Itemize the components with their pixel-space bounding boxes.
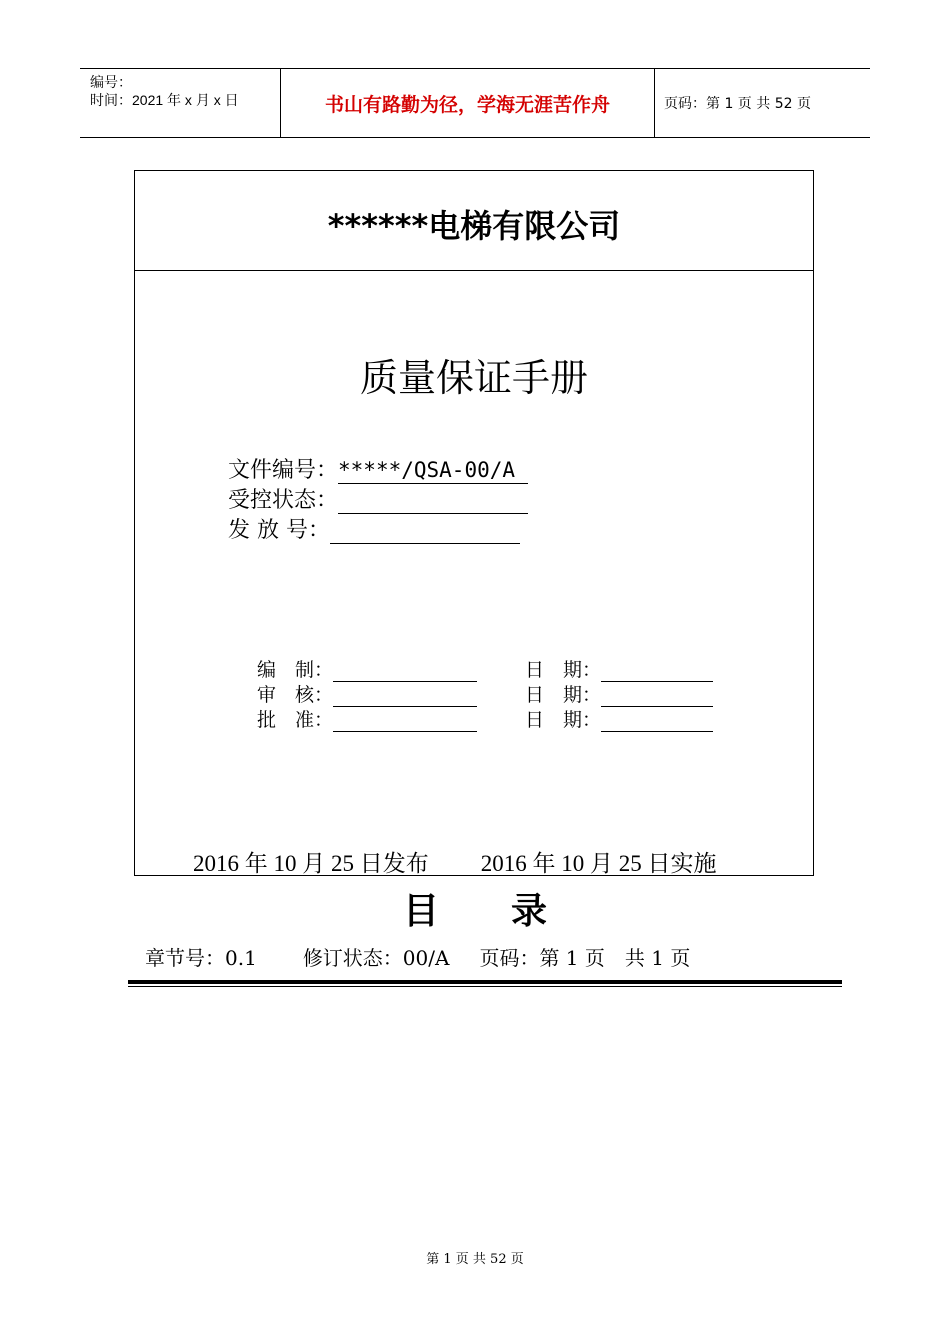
release-date: 2016 年 10 月 25 日发布 bbox=[193, 851, 429, 876]
release-dates bbox=[193, 845, 717, 878]
field-value bbox=[338, 487, 528, 514]
toc-meta bbox=[145, 942, 690, 971]
signoff-review bbox=[257, 680, 477, 707]
signoff-label: 审 核： bbox=[257, 684, 334, 706]
field-label: 受控状态： bbox=[228, 488, 339, 513]
signoff-compile-date bbox=[525, 655, 713, 682]
chapter-number: 章节号：0.1 bbox=[145, 946, 257, 970]
revision-status: 修订状态：00/A bbox=[302, 946, 450, 970]
signoff-approve bbox=[257, 705, 477, 732]
date-line bbox=[601, 711, 713, 732]
signoff-label: 编 制： bbox=[257, 659, 334, 681]
field-issue-number bbox=[228, 513, 520, 544]
signoff-label: 批 准： bbox=[257, 709, 334, 731]
field-value: *****/QSA-00/A bbox=[338, 457, 528, 484]
company-name: ******电梯有限公司 bbox=[327, 207, 621, 245]
signoff-approve-date bbox=[525, 705, 713, 732]
doc-time-label: 时间：2021 年 x 月 x 日 bbox=[90, 92, 239, 108]
date-line bbox=[601, 661, 713, 682]
date-label: 日 期： bbox=[525, 684, 602, 706]
field-doc-number bbox=[228, 453, 528, 484]
signoff-review-date bbox=[525, 680, 713, 707]
effective-date: 2016 年 10 月 25 日实施 bbox=[480, 851, 717, 876]
page-header bbox=[80, 68, 870, 138]
field-control-status bbox=[228, 483, 528, 514]
doc-number-label: 编号： bbox=[90, 74, 132, 90]
date-line bbox=[601, 686, 713, 707]
header-meta bbox=[90, 73, 239, 109]
field-label: 发 放 号： bbox=[228, 518, 330, 543]
signoff-compile bbox=[257, 655, 477, 682]
page-footer: 第 1 页 共 52 页 bbox=[426, 1252, 524, 1267]
header-motto: 书山有路勤为径，学海无涯苦作舟 bbox=[324, 93, 610, 116]
toc-title: 目 录 bbox=[402, 891, 547, 932]
header-page-info: 页码：第 1 页 共 52 页 bbox=[664, 96, 811, 112]
signoff-line bbox=[333, 686, 477, 707]
toc-rule-thin bbox=[128, 986, 842, 987]
date-label: 日 期： bbox=[525, 709, 602, 731]
field-value bbox=[330, 517, 520, 544]
header-divider bbox=[654, 69, 655, 137]
field-label: 文件编号： bbox=[228, 458, 339, 483]
cover-box bbox=[134, 170, 814, 876]
date-label: 日 期： bbox=[525, 659, 602, 681]
cover-divider bbox=[135, 270, 813, 271]
toc-rule-thick bbox=[128, 980, 842, 984]
signoff-line bbox=[333, 661, 477, 682]
toc-page-info: 页码：第 1 页 共 1 页 bbox=[479, 946, 691, 970]
signoff-line bbox=[333, 711, 477, 732]
manual-title: 质量保证手册 bbox=[359, 356, 588, 400]
